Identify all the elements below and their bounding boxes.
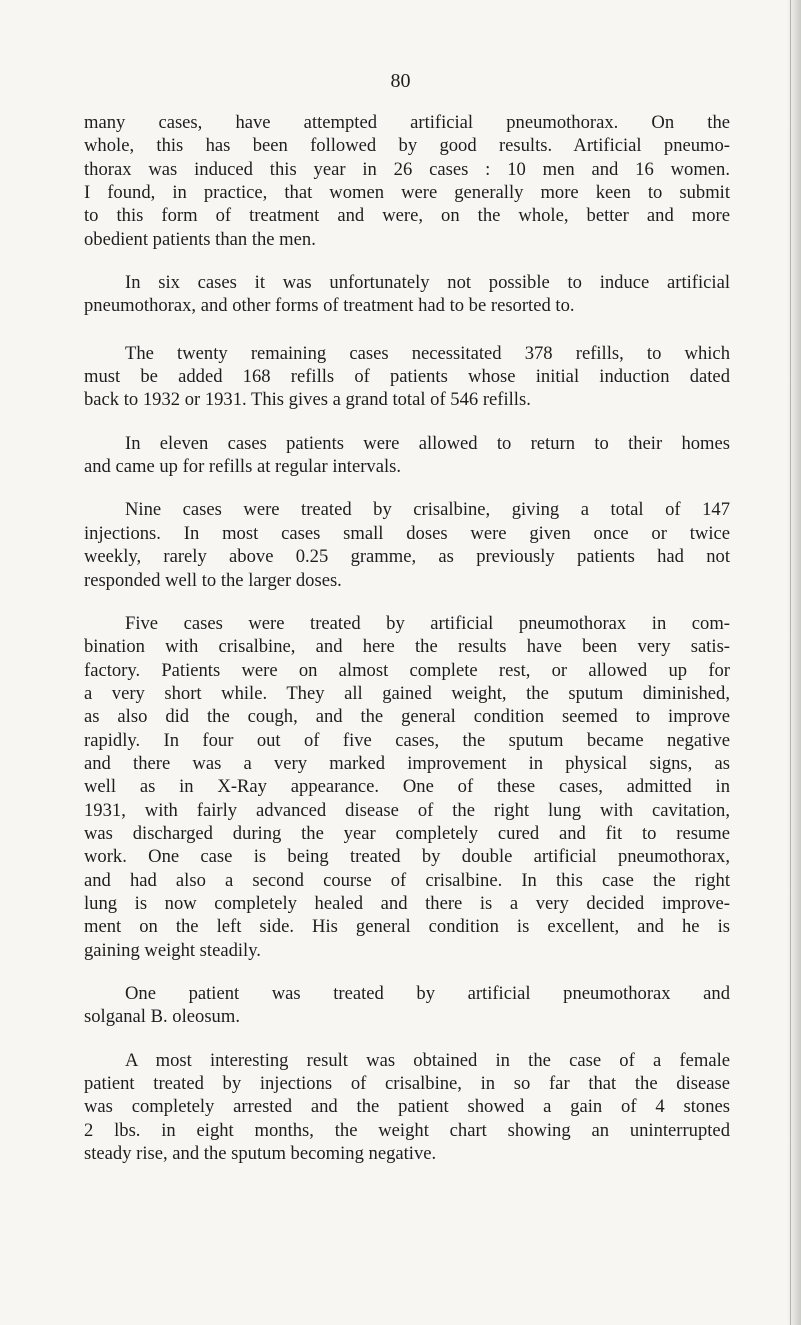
text-line: was completely arrested and the patient showed a gain of 4 stones bbox=[84, 1096, 730, 1118]
text-line: injections. In most cases small doses were given once or twice bbox=[84, 522, 730, 544]
text-line: factory. Patients were on almost complete rest, or allowed up for bbox=[84, 659, 730, 681]
text-line: well as in X-Ray appearance. One of these cases, admitted in bbox=[84, 776, 730, 798]
paragraph bbox=[84, 498, 730, 591]
text-line: Nine cases were treated by crisalbine, giving a total of 147 bbox=[125, 499, 730, 521]
paragraph bbox=[84, 342, 730, 412]
text-line: gaining weight steadily. bbox=[84, 939, 261, 961]
paragraph bbox=[84, 982, 730, 1029]
text-line: The twenty remaining cases necessitated 378 refills, to which bbox=[125, 342, 730, 364]
text-line: 2 lbs. in eight months, the weight chart showing an uninterrupted bbox=[84, 1119, 730, 1141]
page-binding-edge-line bbox=[790, 0, 791, 1325]
text-line: I found, in practice, that women were generally more keen to submit bbox=[84, 182, 730, 204]
paragraph bbox=[84, 1049, 730, 1166]
text-line: weekly, rarely above 0.25 gramme, as previously patients had not bbox=[84, 546, 730, 568]
text-line: many cases, have attempted artificial pneumothorax. On the bbox=[84, 112, 730, 133]
text-line: a very short while. They all gained weight, the sputum diminished, bbox=[84, 682, 730, 704]
text-line: work. One case is being treated by double artificial pneumothorax, bbox=[84, 846, 730, 868]
text-line: and there was a very marked improvement in physical signs, as bbox=[84, 752, 730, 774]
page-number: 80 bbox=[390, 70, 411, 92]
text-line: must be added 168 refills of patients whose initial induction dated bbox=[84, 366, 730, 388]
text-line: to this form of treatment and were, on the whole, better and more bbox=[84, 205, 730, 227]
text-line: was discharged during the year completely cured and fit to resume bbox=[84, 822, 730, 844]
text-line: In six cases it was unfortunately not possible to induce artificial bbox=[125, 272, 730, 294]
text-line: 1931, with fairly advanced disease of the right lung with cavitation, bbox=[84, 799, 730, 821]
text-line: bination with crisalbine, and here the results have been very satis- bbox=[84, 636, 730, 658]
text-line: patient treated by injections of crisalbine, in so far that the disease bbox=[84, 1073, 730, 1095]
paragraph bbox=[84, 111, 730, 251]
text-line: One patient was treated by artificial pneumothorax and bbox=[125, 983, 730, 1004]
paragraph bbox=[84, 271, 730, 318]
text-line: In eleven cases patients were allowed to return to their homes bbox=[125, 432, 730, 454]
text-line: as also did the cough, and the general condition seemed to improve bbox=[84, 706, 730, 728]
text-line: and had also a second course of crisalbine. In this case the right bbox=[84, 869, 730, 891]
text-line: solganal B. oleosum. bbox=[84, 1006, 240, 1028]
text-line: Five cases were treated by artificial pneumothorax in com- bbox=[125, 612, 730, 634]
text-line: pneumothorax, and other forms of treatment had to be resorted to. bbox=[84, 295, 575, 317]
paragraph bbox=[84, 612, 730, 962]
text-line: ment on the left side. His general condition is excellent, and he is bbox=[84, 916, 730, 938]
text-line: responded well to the larger doses. bbox=[84, 569, 342, 591]
text-line: rapidly. In four out of five cases, the sputum became negative bbox=[84, 729, 730, 751]
text-line: whole, this has been followed by good results. Artificial pneumo- bbox=[84, 135, 730, 157]
paragraph bbox=[84, 432, 730, 479]
text-line: and came up for refills at regular intervals. bbox=[84, 456, 401, 478]
text-line: A most interesting result was obtained in the case of a female bbox=[125, 1049, 730, 1071]
text-line: back to 1932 or 1931. This gives a grand total of 546 refills. bbox=[84, 389, 531, 411]
text-line: obedient patients than the men. bbox=[84, 228, 316, 250]
text-line: lung is now completely healed and there is a very decided improve- bbox=[84, 892, 730, 914]
text-line: thorax was induced this year in 26 cases : 10 men and 16 women. bbox=[84, 158, 730, 180]
body-text bbox=[84, 111, 730, 1185]
text-line: steady rise, and the sputum becoming negative. bbox=[84, 1143, 437, 1165]
